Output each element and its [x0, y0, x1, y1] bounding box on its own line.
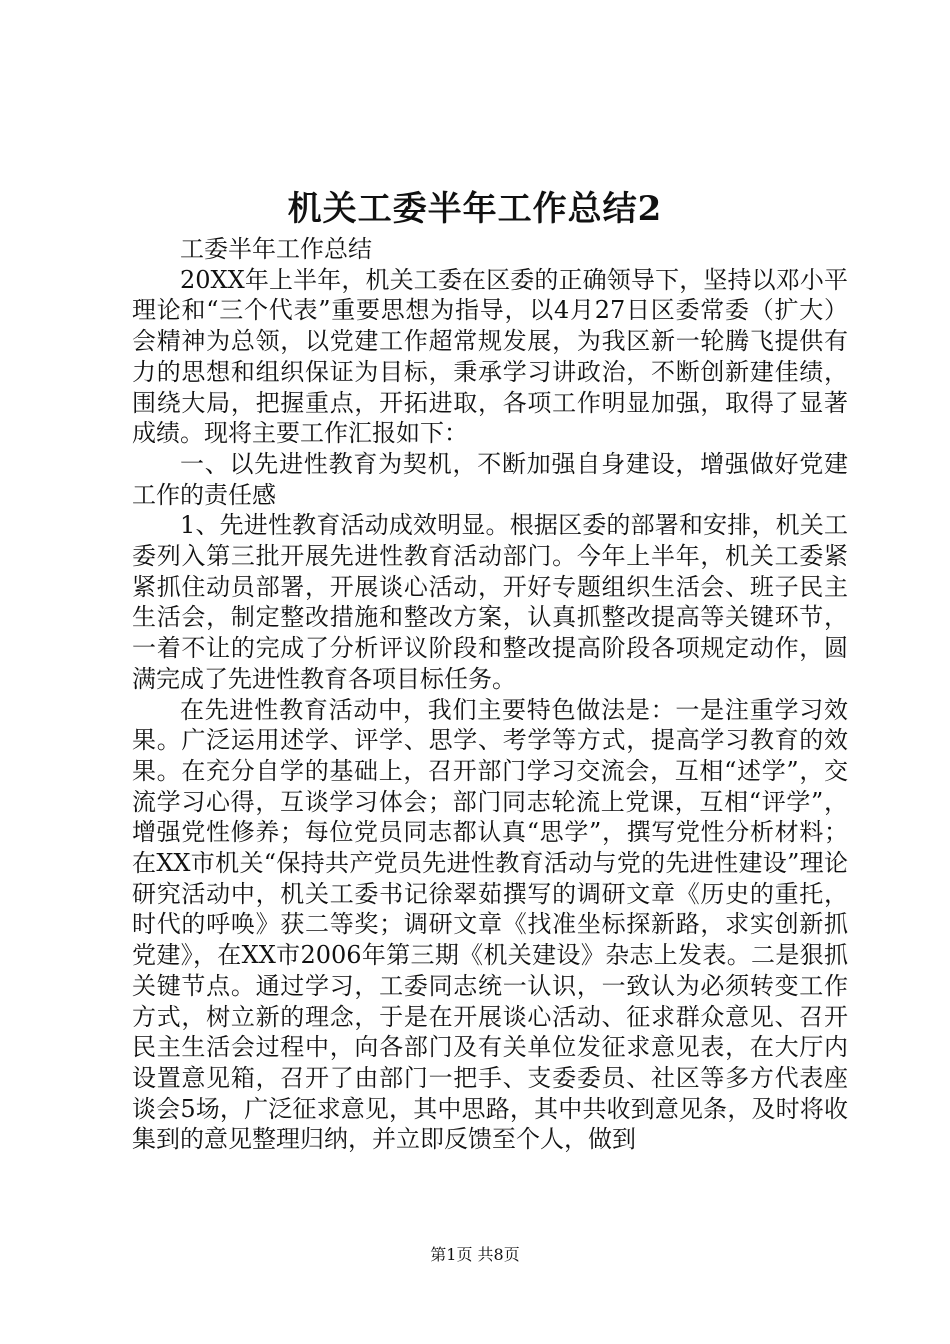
- paragraph-subtitle: 工委半年工作总结: [180, 235, 372, 263]
- paragraph-practices: 在先进性教育活动中，我们主要特色做法是：一是注重学习效果。广泛运用述学、评学、思学、考学等方式，提高学习教育的效果。在充分自学的基础上，召开部门学习交流会，互相“述学”，交流学习心得，互谈学习体会；部门同志轮流上党课，互相“评学”，增强党性修养；每位党员同志都认真“思学”，撰写党性分析材料；在XX市机关“保持共产党员先进性教育活动与党的先进性建设”理论研究活动中，机关工委书记徐翠茹撰写的调研文章《历史的重托，时代的呼唤》获二等奖；调研文章《找准坐标探新路，求实创新抓党建》，在XX市2006年第三期《机关建设》杂志上发表。二是狠抓关键节点。通过学习，工委同志统一认识，一致认为必须转变工作方式，树立新的理念，于是在开展谈心活动、征求群众意见、召开民主生活会过程中，向各部门及有关单位发征求意见表，在大厅内设置意见箱，召开了由部门一把手、支委委员、社区等多方代表座谈会5场，广泛征求意见，其中思路，其中共收到意见条，及时将收集到的意见整理归纳，并立即反馈至个人，做到: [132, 695, 848, 1154]
- paragraph-section-heading: 一、以先进性教育为契机，不断加强自身建设，增强做好党建工作的责任感: [132, 449, 848, 509]
- page-footer: 第1页 共8页: [430, 1245, 520, 1264]
- paragraph-item-1: 1、先进性教育活动成效明显。根据区委的部署和安排，机关工委列入第三批开展先进性教育活动部门。今年上半年，机关工委紧紧抓住动员部署，开展谈心活动，开好专题组织生活会、班子民主生活会，制定整改措施和整改方案，认真抓整改提高等关键环节，一着不让的完成了分析评议阶段和整改提高阶段各项规定动作，圆满完成了先进性教育各项目标任务。: [132, 511, 848, 693]
- document-title: 机关工委半年工作总结2: [287, 189, 663, 229]
- document-body: [132, 234, 848, 1155]
- paragraph-intro: 20XX年上半年，机关工委在区委的正确领导下，坚持以邓小平理论和“三个代表”重要思想为指导，以4月27日区委常委（扩大）会精神为总领，以党建工作超常规发展，为我区新一轮腾飞提供有力的思想和组织保证为目标，秉承学习讲政治，不断创新建佳绩，围绕大局，把握重点，开拓进取，各项工作明显加强，取得了显著成绩。现将主要工作汇报如下：: [132, 265, 848, 448]
